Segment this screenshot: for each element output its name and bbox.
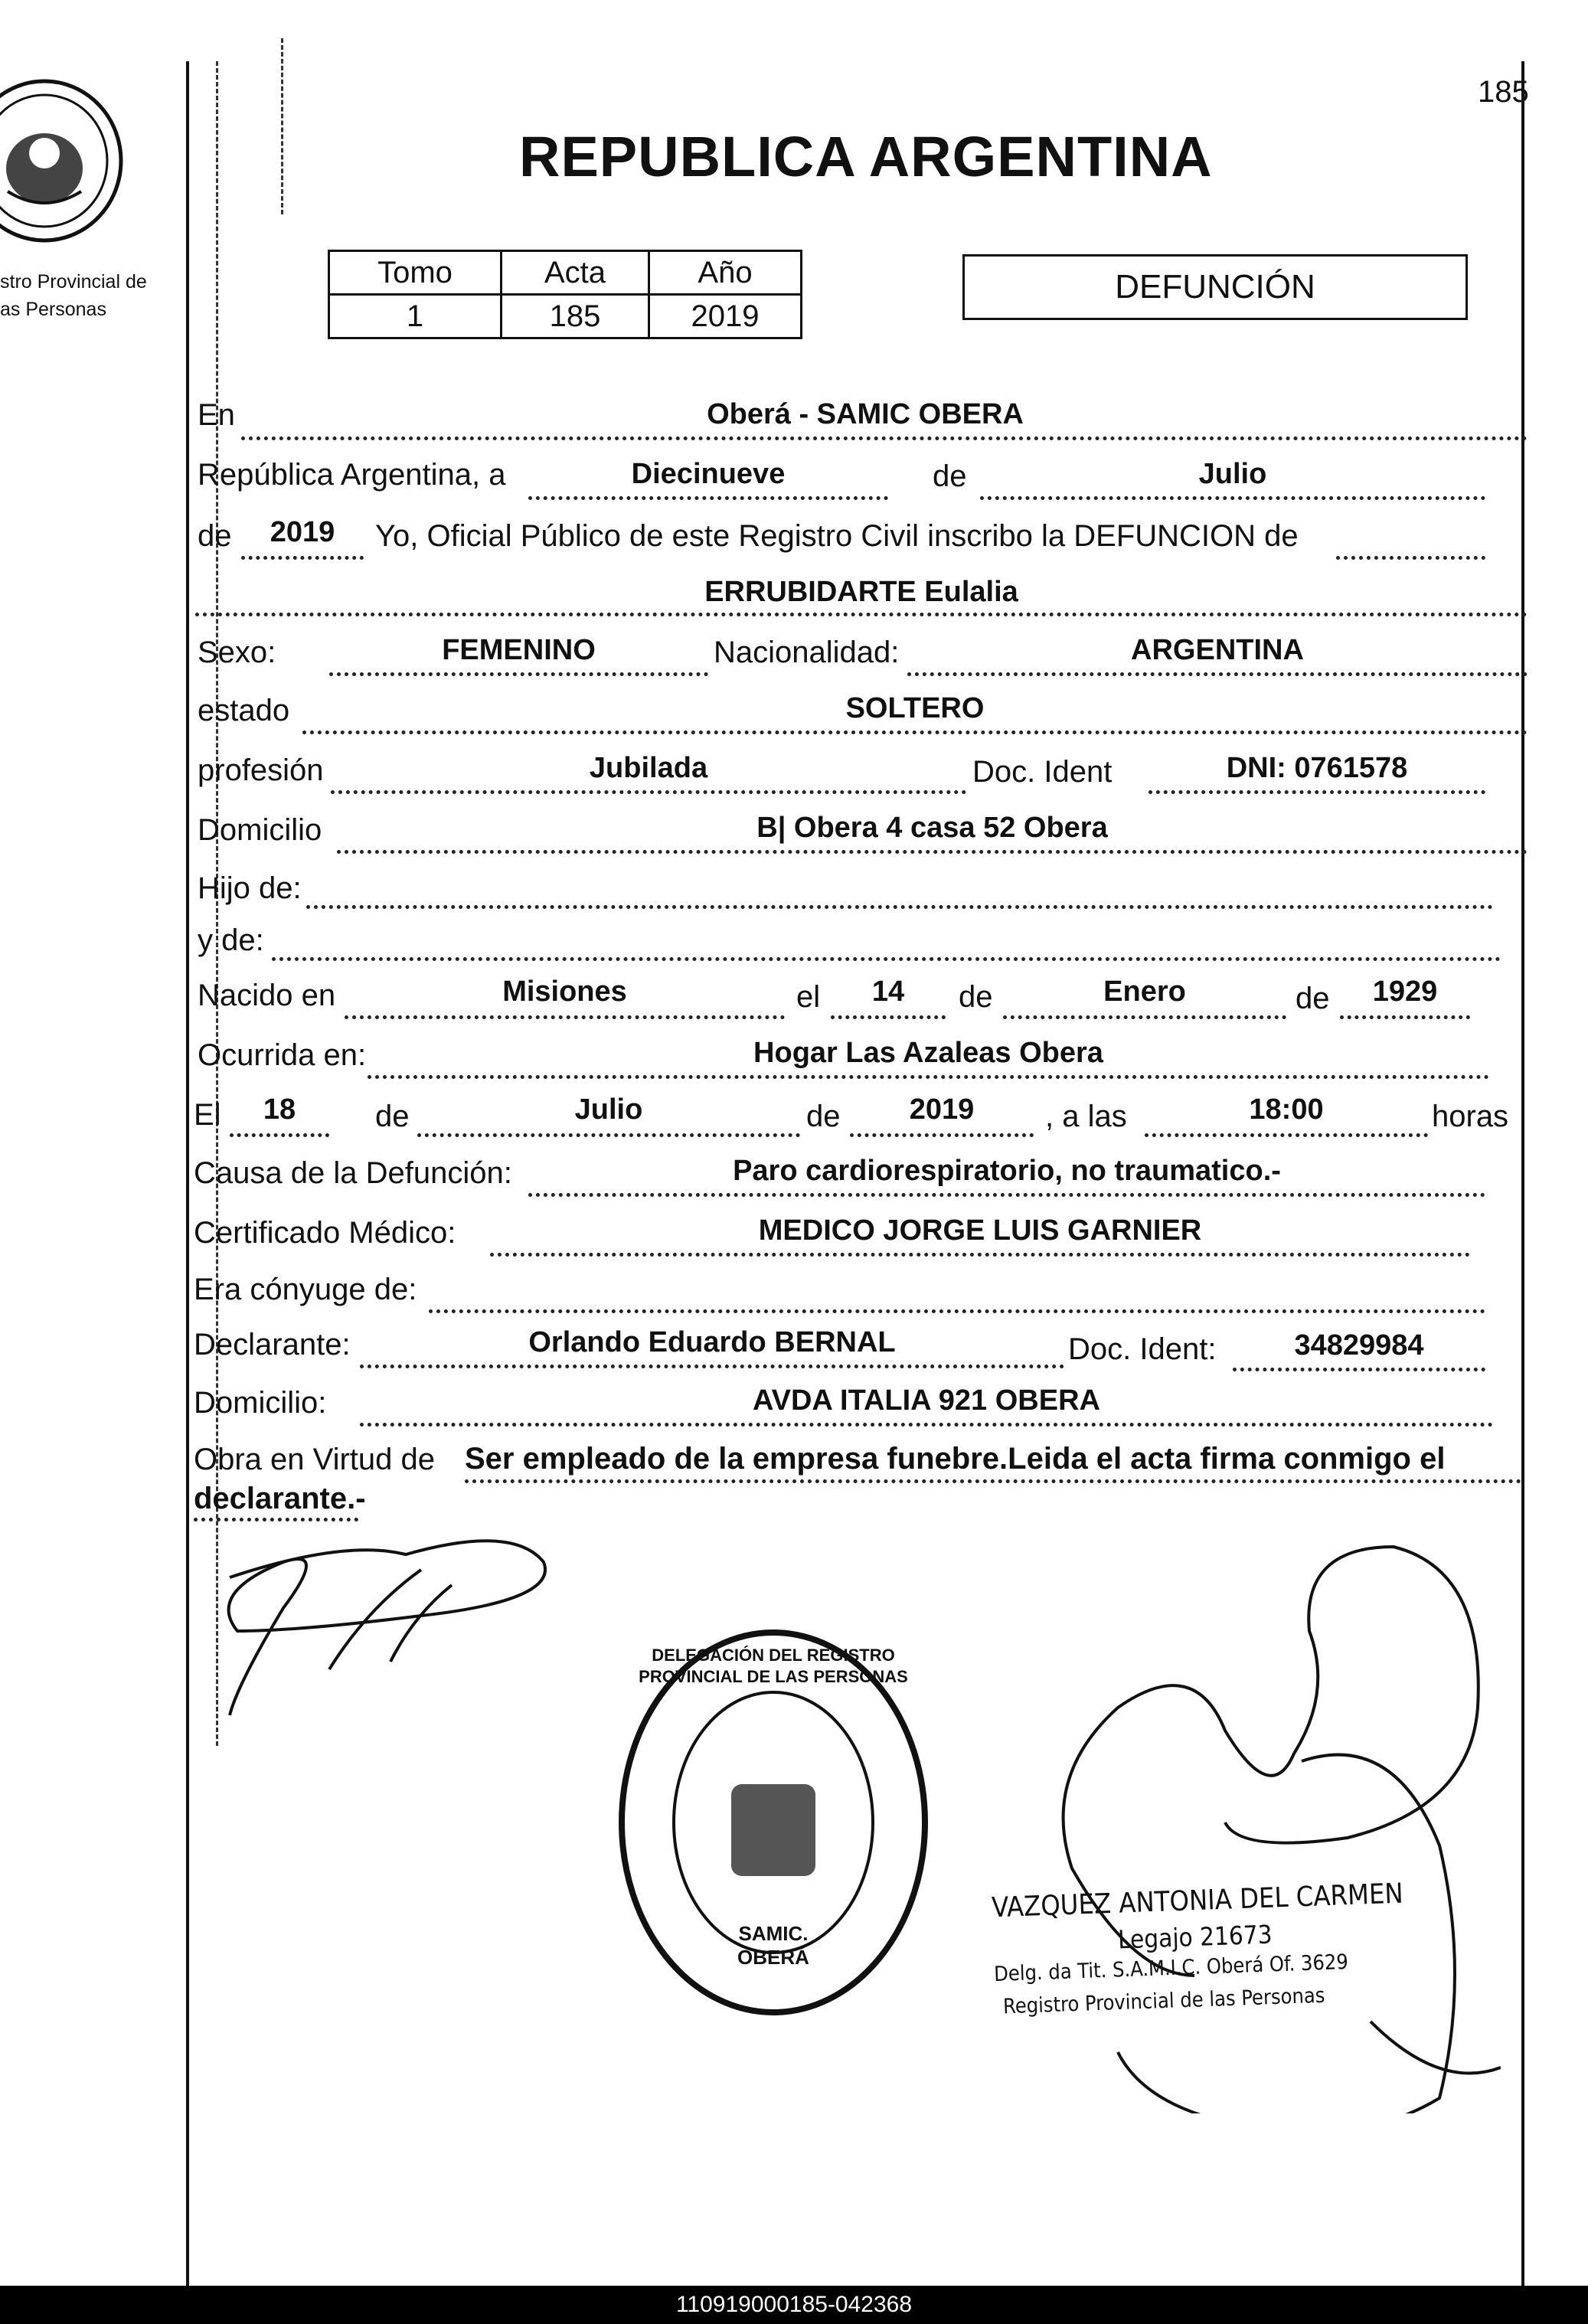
doc-ident-label: Doc. Ident (972, 755, 1113, 789)
de-label-5: de (375, 1100, 410, 1133)
causa-dots (528, 1193, 1485, 1197)
domicilio-label: Domicilio (198, 813, 322, 847)
conyuge-label: Era cónyuge de: (194, 1273, 417, 1306)
el-label: el (796, 980, 821, 1014)
domicilio-dots (337, 850, 1528, 854)
certificado-dots (490, 1253, 1470, 1257)
hijo-dots (306, 905, 1493, 909)
nacionalidad-value: ARGENTINA (1131, 634, 1304, 666)
doc2-label: Doc. Ident: (1068, 1332, 1217, 1366)
obra-label: Obra en Virtud de (194, 1443, 436, 1476)
nacionalidad-dots (907, 672, 1528, 676)
causa-value: Paro cardiorespiratorio, no traumatico.- (733, 1155, 1281, 1187)
de-label-4: de (1296, 982, 1330, 1015)
inscribo-text: Yo, Oficial Público de este Registro Civil inscribo la DEFUNCION de (375, 519, 1299, 553)
page-number: 185 (1478, 75, 1529, 109)
registry-line-2: as Personas (0, 299, 106, 320)
register-value-row (329, 295, 802, 338)
official-line4: Registro Provincial de las Personas (1002, 1983, 1325, 2019)
official-signature (903, 1516, 1501, 2113)
register-value-tomo: 1 (329, 295, 502, 338)
declarante-domicilio-value: AVDA ITALIA 921 OBERA (753, 1384, 1100, 1417)
ocurrida-en-value: Hogar Las Azaleas Obera (753, 1037, 1103, 1069)
left-dash-line-2 (281, 38, 283, 214)
causa-label: Causa de la Defunción: (194, 1156, 512, 1190)
day-text-value: Diecinueve (631, 458, 786, 490)
birth-year-value: 1929 (1372, 976, 1438, 1008)
profesion-label: profesión (198, 753, 324, 787)
declarante-doc-value: 34829984 (1294, 1329, 1424, 1361)
page-title: REPUBLICA ARGENTINA (519, 125, 1213, 188)
estado-value: SOLTERO (845, 692, 985, 724)
death-time-dots (1145, 1133, 1428, 1137)
domicilio-value: B| Obera 4 casa 52 Obera (756, 812, 1108, 844)
ocurrida-en-dots (368, 1075, 1489, 1079)
deceased-name-value: ERRUBIDARTE Eulalia (704, 576, 1018, 608)
nacionalidad-label: Nacionalidad: (714, 636, 900, 669)
official-name: VAZQUEZ ANTONIA DEL CARMEN (991, 1878, 1404, 1924)
domicilio2-label: Domicilio: (194, 1386, 327, 1420)
profesion-dots (331, 790, 966, 794)
register-table (328, 250, 802, 339)
yde-label: y de: (198, 923, 264, 957)
deceased-name-dots (195, 613, 1528, 616)
year-value: 2019 (270, 516, 335, 548)
birth-year-dots (1340, 1015, 1470, 1019)
register-header-ano: Año (649, 251, 802, 295)
death-day-dots (230, 1133, 329, 1137)
year-dots (241, 556, 364, 560)
barcode-strip: 110919000185-042368 (0, 2286, 1588, 2324)
birth-month-value: Enero (1103, 976, 1186, 1008)
day-dots (528, 496, 888, 500)
el2-label: El (194, 1098, 221, 1132)
month-dots (980, 496, 1485, 500)
inscribo-dots (1336, 556, 1485, 560)
sexo-dots (329, 672, 708, 676)
estado-dots (302, 731, 1528, 734)
death-month-value: Julio (574, 1093, 643, 1126)
registry-name (0, 268, 147, 323)
register-header-acta: Acta (502, 251, 649, 295)
birth-month-dots (1003, 1015, 1286, 1019)
declarante-label: Declarante: (194, 1328, 351, 1361)
register-value-ano: 2019 (649, 295, 802, 338)
register-header-tomo: Tomo (329, 251, 502, 295)
hijo-label: Hijo de: (198, 871, 302, 905)
horas-label: horas (1432, 1100, 1509, 1133)
nacido-label: Nacido en (198, 979, 336, 1012)
obra-text-line1: Ser empleado de la empresa funebre.Leida el acta firma conmigo el (465, 1442, 1446, 1476)
conyuge-dots (429, 1309, 1485, 1313)
republica-label: República Argentina, a (198, 458, 506, 492)
certificado-label: Certificado Médico: (194, 1216, 456, 1250)
place-value: Oberá - SAMIC OBERA (707, 398, 1024, 430)
obra-text-line2: declarante.- (194, 1482, 366, 1515)
place-dots (241, 436, 1528, 440)
certificado-value: MEDICO JORGE LUIS GARNIER (758, 1214, 1202, 1247)
nacido-en-dots (345, 1015, 785, 1019)
declarant-signature (191, 1516, 590, 1761)
month-text-value: Julio (1198, 458, 1267, 490)
register-value-acta: 185 (502, 295, 649, 338)
death-year-value: 2019 (909, 1093, 975, 1126)
declarante-domicilio-dots (360, 1423, 1493, 1427)
death-day-value: 18 (263, 1093, 296, 1126)
birth-day-dots (831, 1015, 946, 1019)
left-frame-line (186, 61, 189, 2286)
official-legajo: Legajo 21673 (1117, 1919, 1273, 1955)
declarante-doc-dots (1233, 1368, 1485, 1371)
birth-day-value: 14 (871, 976, 905, 1008)
declarante-dots (360, 1365, 1064, 1368)
stamp-inner-text: SAMIC. OBERÁ (737, 1922, 809, 1969)
profesion-value: Jubilada (589, 752, 708, 784)
act-kind-box: DEFUNCIÓN (962, 254, 1468, 320)
death-year-dots (850, 1133, 1034, 1137)
doc-ident-value: DNI: 0761578 (1226, 752, 1408, 784)
doc-ident-dots (1149, 790, 1485, 794)
sexo-label: Sexo: (198, 636, 276, 669)
de-label-2: de (198, 519, 232, 553)
right-frame-line (1521, 61, 1524, 2286)
death-time-value: 18:00 (1249, 1093, 1324, 1126)
de-label-1: de (933, 459, 967, 493)
nacido-en-value: Misiones (502, 976, 627, 1008)
registry-line-1: stro Provincial de (0, 271, 147, 293)
official-line3: Delg. da Tit. S.A.M.I.C. Oberá Of. 3629 (993, 1950, 1349, 1987)
alas-label: , a las (1045, 1100, 1127, 1133)
de-label-3: de (959, 980, 993, 1014)
delegation-stamp (613, 1623, 934, 2022)
declarante-value: Orlando Eduardo BERNAL (528, 1326, 896, 1358)
sexo-value: FEMENINO (442, 634, 596, 666)
ocurrida-label: Ocurrida en: (198, 1038, 367, 1072)
register-header-row (329, 251, 802, 295)
en-label: En (198, 398, 235, 432)
yde-dots (272, 957, 1501, 961)
de-label-6: de (806, 1100, 841, 1133)
obra-dots-1 (465, 1479, 1521, 1483)
death-month-dots (417, 1133, 800, 1137)
estado-label: estado (198, 694, 290, 727)
province-seal (0, 77, 138, 245)
stamp-ring-text: DELEGACIÓN DEL REGISTRO PROVINCIAL DE LAS PERSONAS (639, 1646, 908, 1686)
